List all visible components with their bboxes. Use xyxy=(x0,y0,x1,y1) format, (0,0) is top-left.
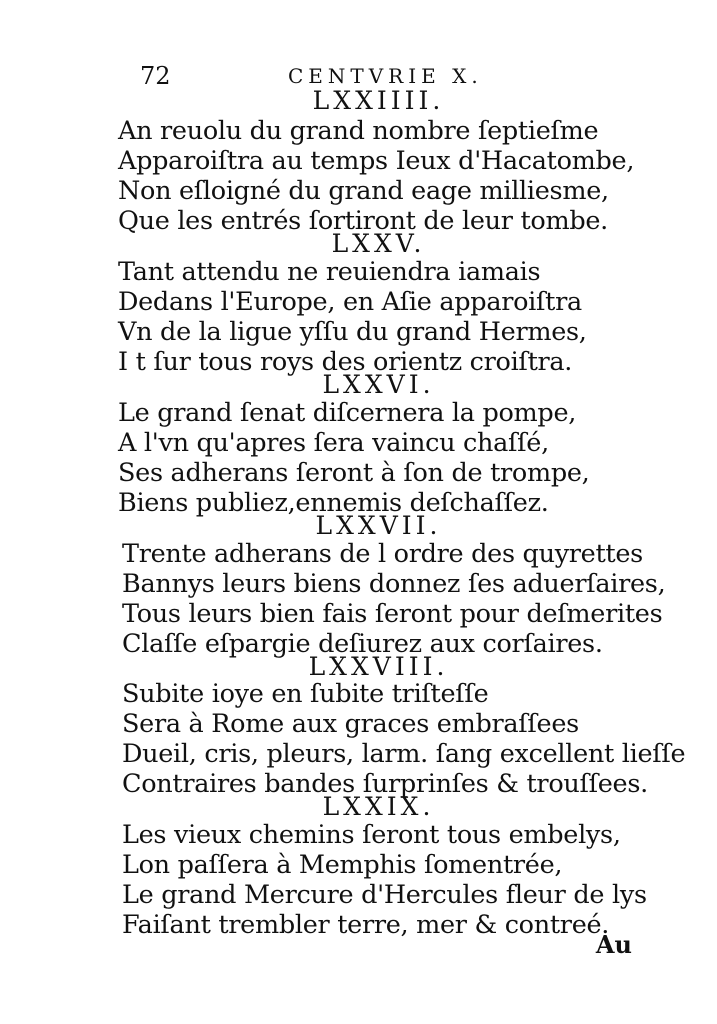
verse-line: Sera à Rome aux graces embraſſees xyxy=(122,709,579,739)
verse-line: Dueil, cris, pleurs, larm. ſang excellent lieſſe xyxy=(122,739,686,769)
verse-line: Trente adherans de l ordre des quyrettes xyxy=(122,539,643,569)
verse-line: Les vieux chemins ſeront tous embelys, xyxy=(122,820,621,850)
verse-line: Apparoiſtra au temps Ieux d'Hacatombe, xyxy=(118,146,635,176)
verse-line: Biens publiez,ennemis deſchaſſez. xyxy=(118,488,549,518)
catchword: Au xyxy=(595,930,632,959)
verse-line: Subite ioye en ſubite triſteſſe xyxy=(122,679,489,709)
verse-line: Que les entrés ſortiront de leur tombe. xyxy=(118,206,608,236)
verse-line: Tous leurs bien fais ſeront pour deſmerites xyxy=(122,599,663,629)
verse-line: Claſſe eſpargie deſiurez aux corſaires. xyxy=(122,629,603,659)
verse-line: Ses adherans ſeront à ſon de trompe, xyxy=(118,458,590,488)
verse-line: Lon paſſera à Memphis ſomentrée, xyxy=(122,850,563,880)
verse-line: Le grand Mercure d'Hercules fleur de lys xyxy=(122,880,647,910)
verse-line: Dedans l'Europe, en Aſie apparoiſtra xyxy=(118,287,582,317)
verse-line: I t ſur tous roys des orientz croiſtra. xyxy=(118,347,573,377)
running-title: CENTVRIE X. xyxy=(288,64,483,88)
quatrain-heading: LXXVIII. xyxy=(308,652,449,681)
quatrain-heading: LXXIX. xyxy=(322,792,435,821)
quatrain-heading: LXXVI. xyxy=(322,370,435,399)
page-number: 72 xyxy=(140,62,171,90)
verse-line: Bannys leurs biens donnez ſes aduerſaires, xyxy=(122,569,666,599)
verse-line: Faiſant trembler terre, mer & contreé. xyxy=(122,910,610,940)
verse-line: Non eſloigné du grand eage milliesme, xyxy=(118,176,609,206)
quatrain-heading: LXXIIII. xyxy=(312,86,445,115)
verse-line: A l'vn qu'apres ſera vaincu chaſſé, xyxy=(118,428,549,458)
verse-line: Contraires bandes ſurprinſes & trouſſees. xyxy=(122,769,648,799)
quatrain-heading: LXXV. xyxy=(331,229,426,258)
quatrain-heading: LXXVII. xyxy=(315,511,442,540)
verse-line: Tant attendu ne reuiendra iamais xyxy=(118,257,541,287)
verse-line: Le grand ſenat diſcernera la pompe, xyxy=(118,398,577,428)
verse-line: Vn de la ligue yſſu du grand Hermes, xyxy=(118,317,587,347)
verse-line: An reuolu du grand nombre ſeptieſme xyxy=(118,116,599,146)
